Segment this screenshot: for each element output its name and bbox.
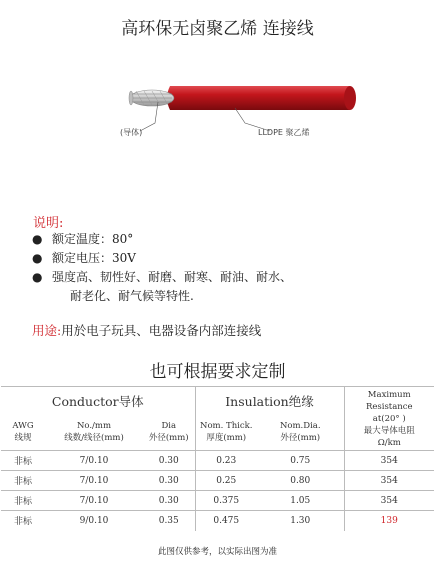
cell-no: 7/0.10 — [79, 495, 109, 506]
cell-thick: 0.25 — [195, 471, 257, 491]
cell-no: 7/0.10 — [79, 455, 109, 466]
note-text: 耐老化、耐气候等特性. — [70, 289, 194, 303]
list-item — [30, 268, 410, 287]
usage-line — [32, 321, 261, 339]
col-text: 线数/线径(mm) — [64, 433, 124, 444]
col-ndia — [257, 415, 344, 451]
footer-note: 此图仅供参考，以实际出图为准 — [157, 547, 277, 557]
col-thick — [195, 415, 257, 451]
cell-awg: 非标 — [13, 457, 32, 467]
cell-dia: 0.30 — [158, 475, 179, 486]
conductor-group-header: Conductor导体 — [51, 393, 144, 409]
note-text: 强度高、韧性好、耐磨、耐寒、耐油、耐水、 — [52, 270, 293, 284]
cell-res: 354 — [344, 471, 434, 491]
cell-no: 9/0.10 — [79, 515, 109, 526]
usage-text: 用於电子玩具、电器设备内部连接线 — [61, 323, 262, 338]
cell-awg: 非标 — [13, 477, 32, 487]
col-text: AWG — [12, 421, 34, 432]
insulation-group-header: Insulation绝缘 — [195, 387, 344, 415]
cell-res: 354 — [344, 491, 434, 511]
note-text: 额定电压：30V — [52, 251, 136, 265]
table-row — [1, 491, 434, 511]
cell-awg: 非标 — [13, 497, 32, 507]
cell-thick: 0.375 — [195, 491, 257, 511]
col-text: 厚度(mm) — [206, 433, 247, 444]
table-row — [1, 451, 434, 471]
res-line: Resistance — [365, 401, 413, 412]
col-no — [45, 415, 143, 451]
res-line: Maximum — [367, 389, 411, 400]
cell-dia: 0.30 — [158, 455, 179, 466]
res-line: at(20° ) — [372, 413, 406, 424]
note-text: 额定温度：80° — [52, 232, 134, 246]
conductor-strands — [129, 90, 174, 106]
col-text: No./mm — [76, 421, 112, 432]
bullet-icon: ● — [32, 270, 43, 284]
list-item — [30, 249, 410, 268]
res-line: Ω/km — [377, 437, 401, 448]
col-text: 外径(mm) — [148, 433, 189, 444]
spec-table — [1, 386, 434, 531]
cell-thick: 0.23 — [195, 451, 257, 471]
list-item — [30, 230, 410, 249]
conductor-callout: (导体) — [120, 128, 143, 137]
list-item-continued — [30, 287, 410, 306]
col-text: Dia — [161, 421, 177, 432]
cell-ndia: 0.75 — [290, 455, 311, 466]
cell-ndia: 1.30 — [290, 515, 311, 526]
resistance-header — [344, 387, 434, 451]
cell-res: 139 — [344, 511, 434, 531]
cell-awg: 非标 — [13, 517, 32, 528]
notes-list — [30, 230, 410, 306]
jacket-end — [344, 86, 356, 110]
col-text: Nom.Dia. — [279, 421, 321, 432]
bullet-icon: ● — [32, 232, 43, 246]
table-row — [1, 511, 434, 531]
res-line: 最大导体电阻 — [363, 425, 415, 436]
cell-ndia: 0.80 — [290, 475, 311, 486]
custom-heading: 也可根据要求定制 — [149, 362, 286, 382]
table-row — [1, 471, 434, 491]
cell-thick: 0.475 — [195, 511, 257, 531]
insulation-callout: LLDPE 聚乙烯 — [258, 128, 310, 137]
cell-res: 354 — [344, 451, 434, 471]
col-awg — [1, 415, 45, 451]
page-title: 高环保无卤聚乙烯 连接线 — [121, 19, 314, 39]
cell-ndia: 1.05 — [290, 495, 311, 506]
col-text: Nom. Thick. — [200, 421, 253, 432]
usage-label: 用途: — [32, 323, 62, 338]
cell-dia: 0.35 — [158, 515, 179, 526]
col-text: 外径(mm) — [280, 433, 321, 444]
insulation-jacket — [167, 86, 354, 110]
col-dia — [143, 415, 195, 451]
col-text: 线规 — [14, 433, 32, 444]
conductor-leader — [140, 102, 158, 131]
cell-no: 7/0.10 — [79, 475, 109, 486]
cell-dia: 0.30 — [158, 495, 179, 506]
bullet-icon: ● — [32, 251, 43, 265]
notes-heading: 说明: — [33, 216, 64, 231]
